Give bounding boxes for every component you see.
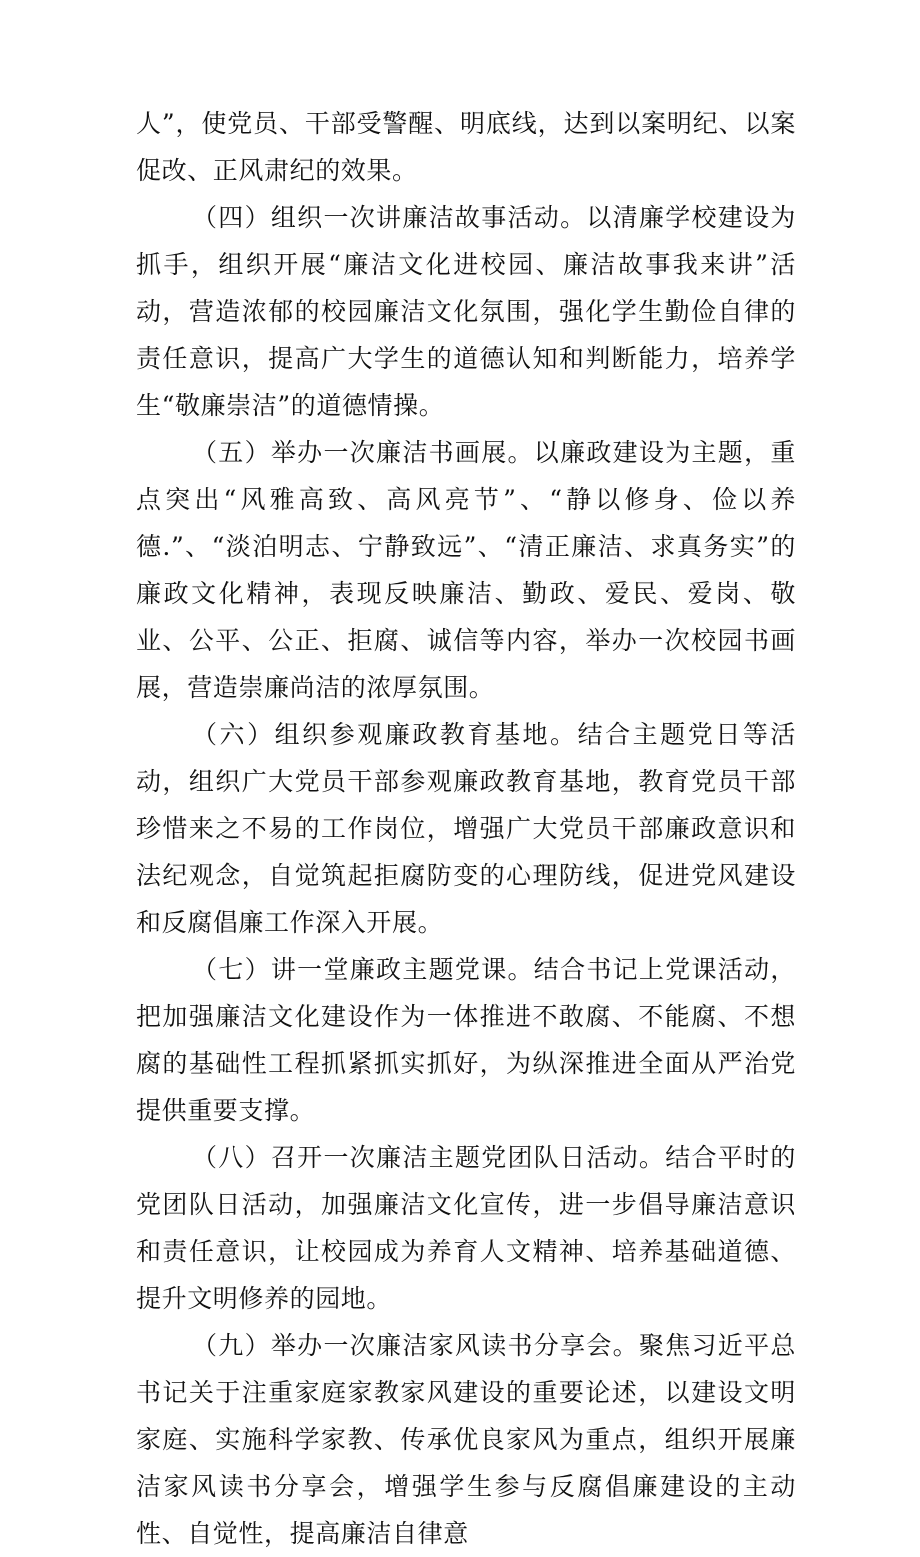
paragraph-item-5-calligraphy-exhibition: （五）举办一次廉洁书画展。以廉政建设为主题，重点突出“风雅高致、高风亮节”、“静以修身、俭以养德.”、“淡泊明志、宁静致远”、“清正廉洁、求真务实”的廉政文化精神，表现反映廉洁、勤政、爱民、爱岗、敬业、公平、公正、拒腐、诚信等内容，举办一次校园书画展，营造崇廉尚洁的浓厚氛围。	[136, 438, 796, 702]
document-body	[136, 100, 796, 1557]
paragraph-item-7-party-lecture: （七）讲一堂廉政主题党课。结合书记上党课活动，把加强廉洁文化建设作为一体推进不敢腐、不能腐、不想腐的基础性工程抓紧抓实抓好，为纵深推进全面从严治党提供重要支撑。	[136, 955, 796, 1125]
paragraph-item-6-education-base-visit: （六）组织参观廉政教育基地。结合主题党日等活动，组织广大党员干部参观廉政教育基地，教育党员干部珍惜来之不易的工作岗位，增强广大党员干部廉政意识和法纪观念，自觉筑起拒腐防变的心理防线，促进党风建设和反腐倡廉工作深入开展。	[136, 720, 796, 937]
paragraph-item-9-reading-session: （九）举办一次廉洁家风读书分享会。聚焦习近平总书记关于注重家庭家教家风建设的重要论述，以建设文明家庭、实施科学家教、传承优良家风为重点，组织开展廉洁家风读书分享会，增强学生参与反腐倡廉建设的主动性、自觉性，提高廉洁自律意	[136, 1331, 796, 1548]
paragraph-item-8-theme-day: （八）召开一次廉洁主题党团队日活动。结合平时的党团队日活动，加强廉洁文化宣传，进一步倡导廉洁意识和责任意识，让校园成为养育人文精神、培养基础道德、提升文明修养的园地。	[136, 1143, 796, 1313]
paragraph-continued: 人”，使党员、干部受警醒、明底线，达到以案明纪、以案促改、正风肃纪的效果。	[136, 109, 796, 185]
paragraph-item-4-story-activity: （四）组织一次讲廉洁故事活动。以清廉学校建设为抓手，组织开展“廉洁文化进校园、廉洁故事我来讲”活动，营造浓郁的校园廉洁文化氛围，强化学生勤俭自律的责任意识，提高广大学生的道德认知和判断能力，培养学生“敬廉崇洁”的道德情操。	[136, 203, 796, 420]
